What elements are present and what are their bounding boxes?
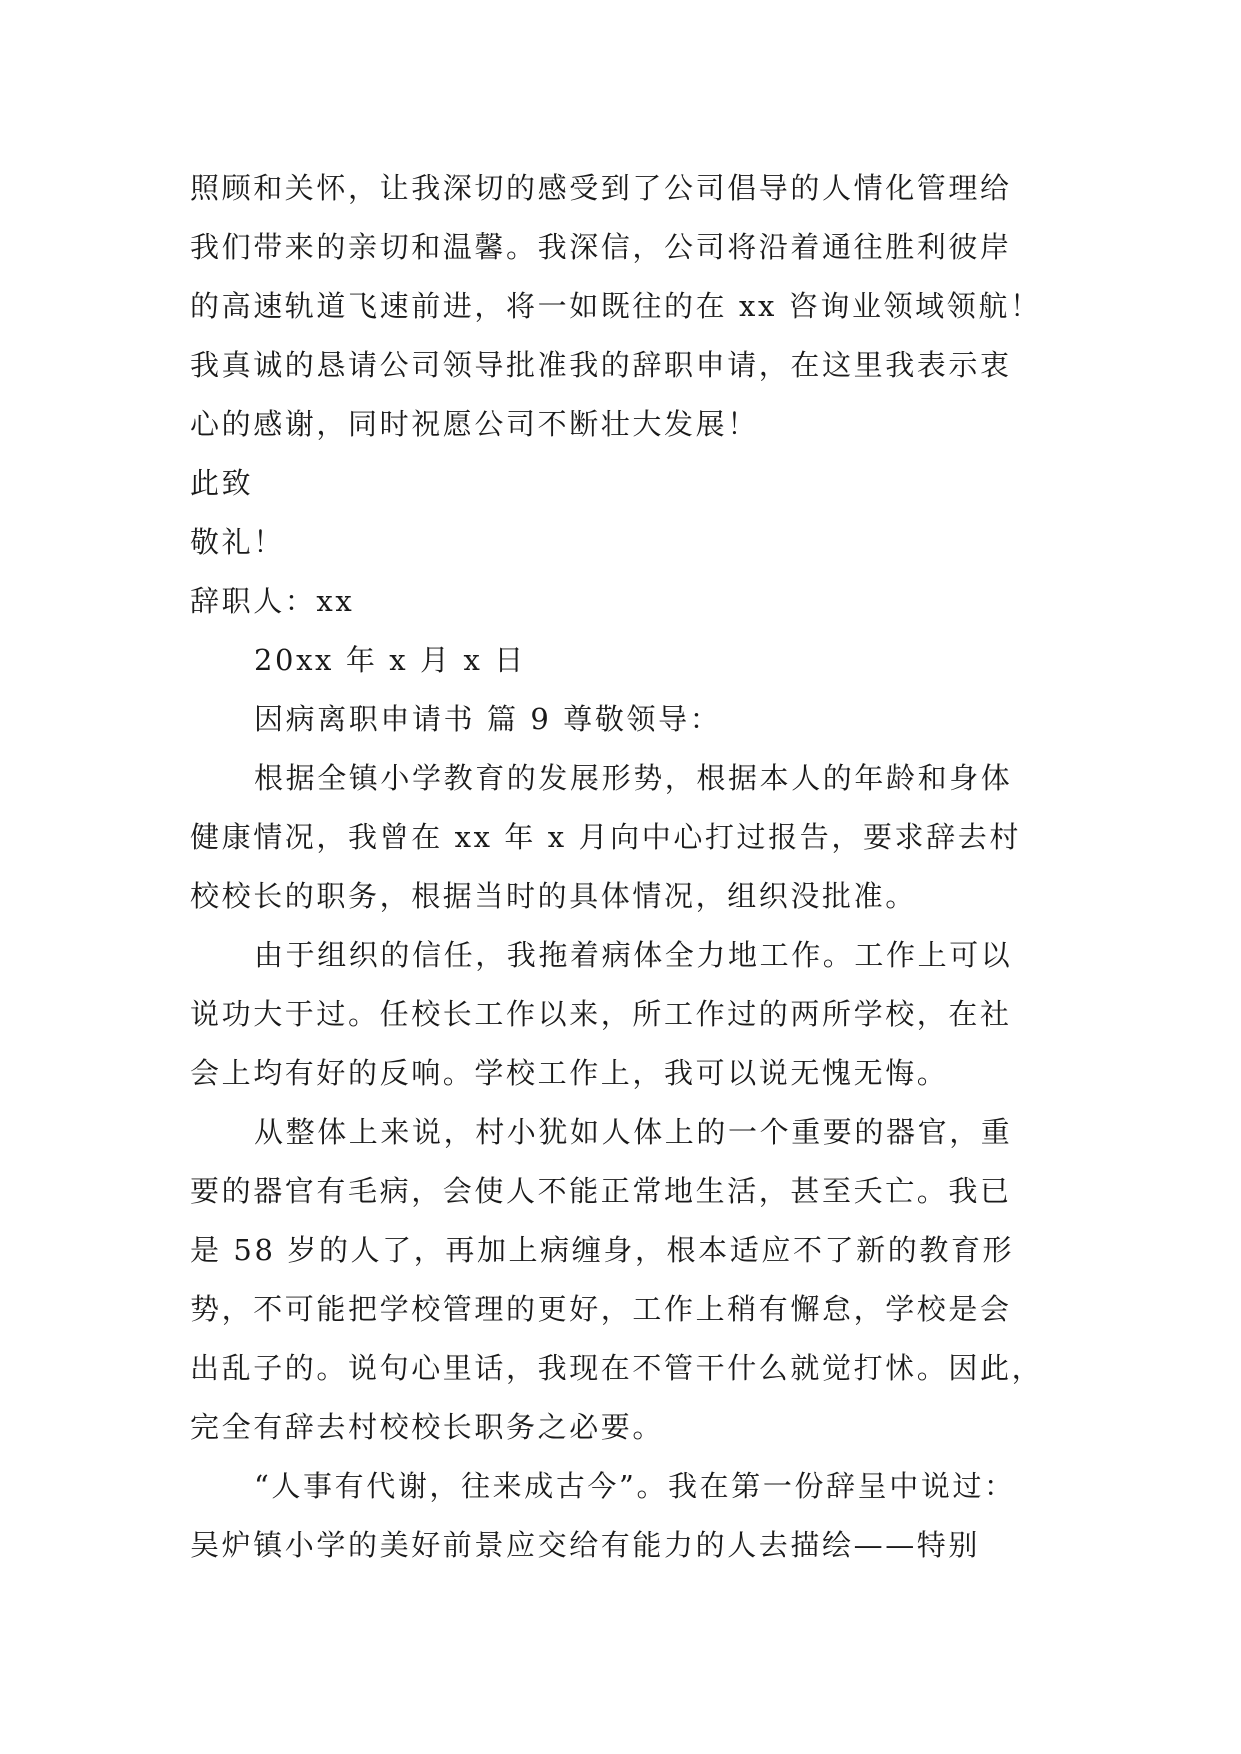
paragraph-line: 根据全镇小学教育的发展形势，根据本人的年龄和身体 [254, 761, 1013, 795]
paragraph-line: 从整体上来说，村小犹如人体上的一个重要的器官，重 [254, 1115, 1013, 1149]
paragraph-line: 我们带来的亲切和温馨。我深信，公司将沿着通往胜利彼岸 [190, 230, 1012, 264]
paragraph-line: 完全有辞去村校校长职务之必要。 [190, 1410, 665, 1444]
paragraph-line: 我真诚的恳请公司领导批准我的辞职申请，在这里我表示衷 [190, 348, 1012, 382]
paragraph-line: 势，不可能把学校管理的更好，工作上稍有懈怠，学校是会 [190, 1292, 1012, 1326]
paragraph-line: 要的器官有毛病，会使人不能正常地生活，甚至夭亡。我已 [190, 1174, 1012, 1208]
paragraph-line: 出乱子的。说句心里话，我现在不管干什么就觉打怵。因此， [190, 1351, 1044, 1385]
signature-name: 辞职人：xx [190, 584, 355, 618]
paragraph-line: 说功大于过。任校长工作以来，所工作过的两所学校，在社 [190, 997, 1012, 1031]
paragraph-line: 吴炉镇小学的美好前景应交给有能力的人去描绘——特别 [190, 1528, 981, 1562]
paragraph-line: 会上均有好的反响。学校工作上，我可以说无愧无悔。 [190, 1056, 949, 1090]
paragraph-line: 的高速轨道飞速前进，将一如既往的在 xx 咨询业领域领航！ [190, 289, 1042, 323]
closing-regards: 敬礼！ [190, 525, 285, 559]
paragraph-line: 健康情况，我曾在 xx 年 x 月向中心打过报告，要求辞去村 [190, 820, 1021, 854]
paragraph-line: 心的感谢，同时祝愿公司不断壮大发展！ [190, 407, 759, 441]
paragraph-line: 照顾和关怀，让我深切的感受到了公司倡导的人情化管理给 [190, 171, 1012, 205]
paragraph-line: 由于组织的信任，我拖着病体全力地工作。工作上可以 [254, 938, 1013, 972]
signature-date: 20xx 年 x 月 x 日 [254, 643, 526, 677]
section-heading: 因病离职申请书 篇 9 尊敬领导： [254, 702, 722, 736]
paragraph-line: 校校长的职务，根据当时的具体情况，组织没批准。 [190, 879, 917, 913]
paragraph-line: 是 58 岁的人了，再加上病缠身，根本适应不了新的教育形 [190, 1233, 1015, 1267]
paragraph-line: “人事有代谢，往来成古今”。我在第一份辞呈中说过： [254, 1469, 1016, 1503]
closing-salutation: 此致 [190, 466, 254, 500]
